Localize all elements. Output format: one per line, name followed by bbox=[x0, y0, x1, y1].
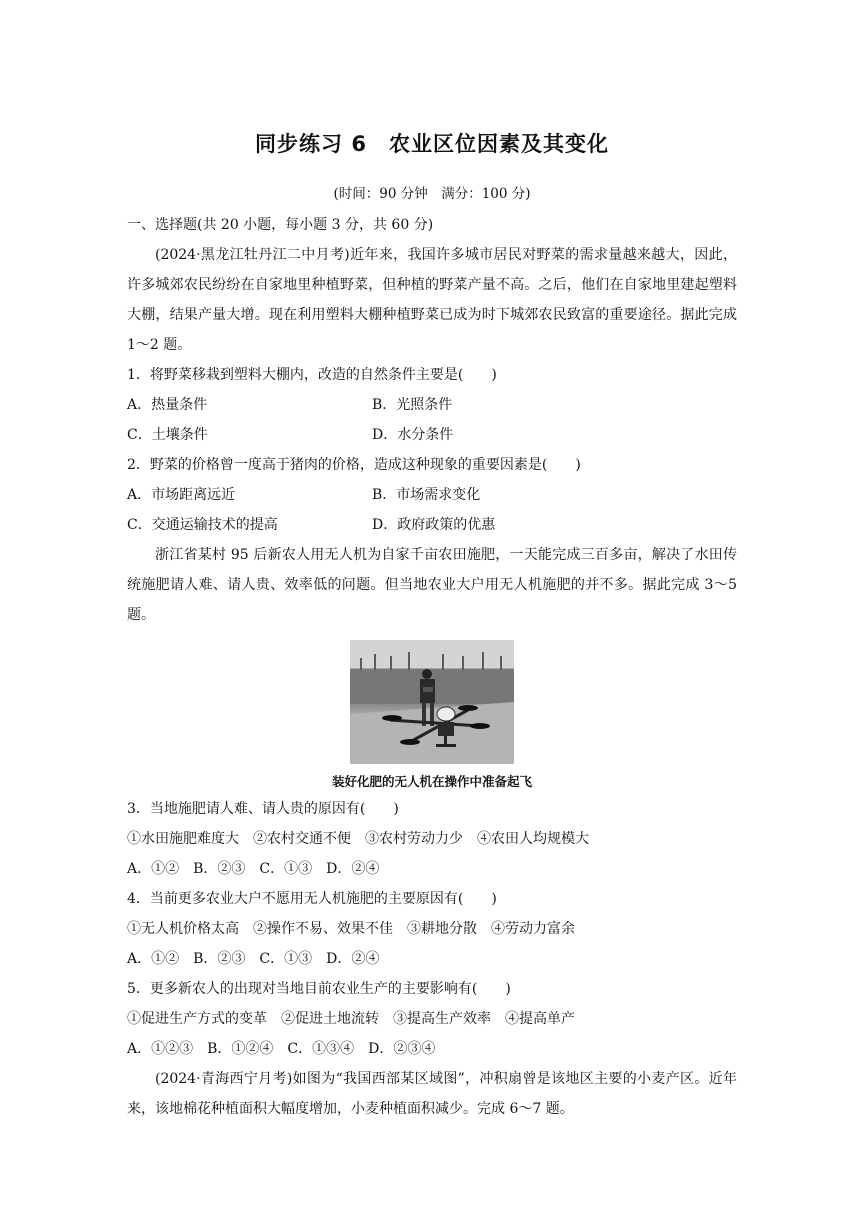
q1-option-b: B．光照条件 bbox=[372, 397, 453, 413]
q2-option-a: A．市场距离远近 bbox=[127, 487, 236, 503]
q2-option-c: C．交通运输技术的提高 bbox=[127, 517, 278, 533]
question-3-items: ①水田施肥难度大 ②农村交通不便 ③农村劳动力少 ④农田人均规模大 bbox=[127, 831, 589, 847]
q2-option-b: B．市场需求变化 bbox=[372, 487, 481, 503]
drone-figure bbox=[127, 640, 737, 794]
passage-2: 浙江省某村 95 后新农人用无人机为自家千亩农田施肥，一天能完成三百多亩，解决了水田传统施肥请人难、请人贵、效率低的问题。但当地农业大户用无人机施肥的并不多。据此完成 3～5 题。 bbox=[127, 547, 737, 623]
question-4-stem: 4．当前更多农业大户不愿用无人机施肥的主要原因有( ) bbox=[127, 891, 497, 907]
q1-option-c: C．土壤条件 bbox=[127, 427, 208, 443]
question-2-options-row1 bbox=[127, 480, 737, 510]
page-content bbox=[127, 128, 737, 1124]
page-title: 同步练习 6 农业区位因素及其变化 bbox=[255, 132, 609, 156]
question-5-items: ①促进生产方式的变革 ②促进土地流转 ③提高生产效率 ④提高单产 bbox=[127, 1011, 575, 1027]
figure-caption: 装好化肥的无人机在操作中准备起飞 bbox=[331, 774, 532, 789]
passage-3: (2024·青海西宁月考)如图为“我国西部某区域图”，冲积扇曾是该地区主要的小麦产区。近年来，该地棉花种植面积大幅度增加，小麦种植面积减少。完成 6～7 题。 bbox=[127, 1071, 737, 1117]
question-5-stem: 5．更多新农人的出现对当地目前农业生产的主要影响有( ) bbox=[127, 981, 511, 997]
question-2-stem: 2．野菜的价格曾一度高于猪肉的价格，造成这种现象的重要因素是( ) bbox=[127, 457, 581, 473]
question-1-options-row1 bbox=[127, 390, 737, 420]
question-5-options: A．①②③ B．①②④ C．①③④ D．②③④ bbox=[127, 1041, 436, 1057]
q1-option-a: A．热量条件 bbox=[127, 397, 208, 413]
question-3-options: A．①② B．②③ C．①③ D．②④ bbox=[127, 861, 380, 877]
question-2-options-row2 bbox=[127, 510, 737, 540]
section-heading: 一、选择题(共 20 小题，每小题 3 分，共 60 分) bbox=[127, 217, 434, 233]
question-1-stem: 1．将野菜移栽到塑料大棚内，改造的自然条件主要是( ) bbox=[127, 367, 497, 383]
q2-option-d: D．政府政策的优惠 bbox=[372, 517, 496, 533]
question-1-options-row2 bbox=[127, 420, 737, 450]
q1-option-d: D．水分条件 bbox=[372, 427, 454, 443]
question-3-stem: 3．当地施肥请人难、请人贵的原因有( ) bbox=[127, 801, 399, 817]
drone-photo-illustration bbox=[350, 640, 514, 764]
question-4-options: A．①② B．②③ C．①③ D．②④ bbox=[127, 951, 380, 967]
question-4-items: ①无人机价格太高 ②操作不易、效果不佳 ③耕地分散 ④劳动力富余 bbox=[127, 921, 575, 937]
exam-info: (时间：90 分钟 满分：100 分) bbox=[333, 186, 531, 202]
drone-photo bbox=[350, 640, 514, 764]
passage-1: (2024·黑龙江牡丹江二中月考)近年来，我国许多城市居民对野菜的需求量越来越大，因此，许多城郊农民纷纷在自家地里种植野菜，但种植的野菜产量不高。之后，他们在自家地里建起塑料大棚，结果产量大增。现在利用塑料大棚种植野菜已成为时下城郊农民致富的重要途径。据此完成 1～2 题。 bbox=[127, 247, 737, 353]
